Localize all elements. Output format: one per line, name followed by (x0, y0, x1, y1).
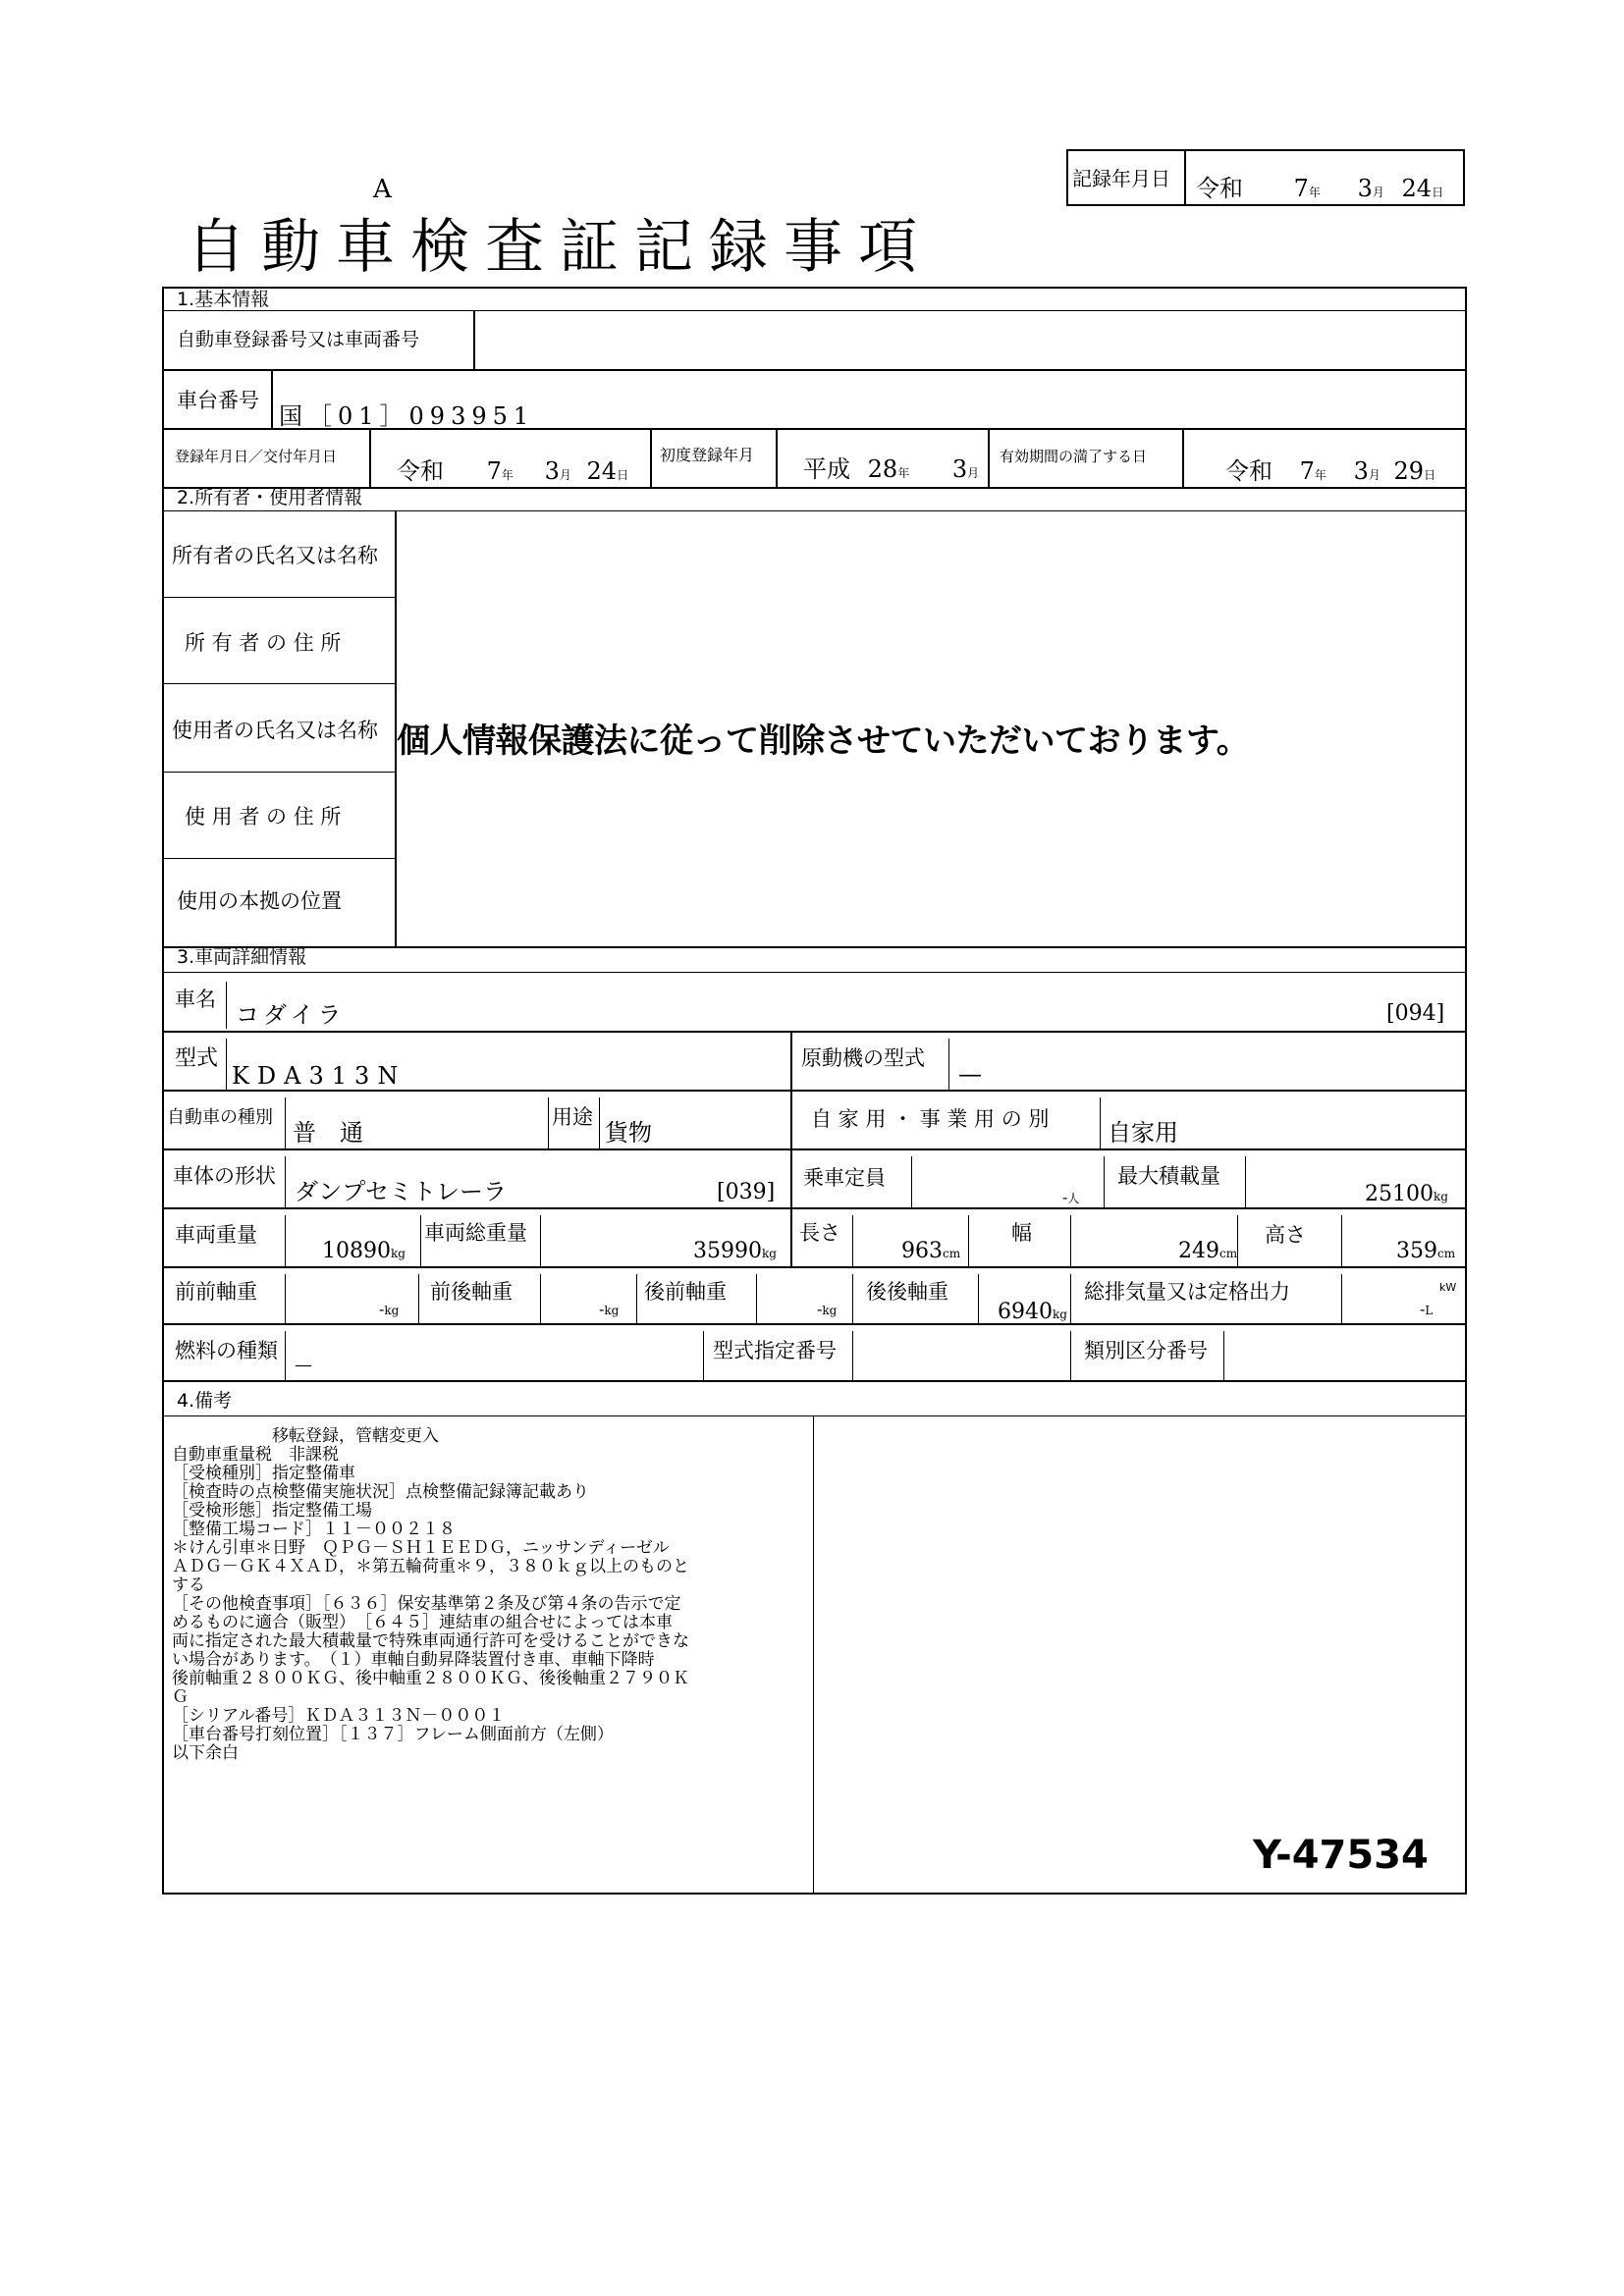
capacity-label: 乗車定員 (803, 1166, 886, 1190)
use-value: 貨物 (605, 1119, 652, 1147)
ff-axle-label: 前前軸重 (175, 1280, 257, 1304)
max-load-value: 25100kg (1365, 1182, 1448, 1206)
chassis-number-label: 車台番号 (177, 389, 259, 412)
body-shape-code: [039] (717, 1180, 776, 1204)
remark-line: ［検査時の点検整備実施状況］点検整備記録簿記載あり (172, 1482, 589, 1502)
capacity-value: -人 (1062, 1188, 1080, 1206)
owner-address-label: 所 有 者 の 住 所 (185, 631, 342, 655)
use-label: 用途 (552, 1105, 593, 1129)
remark-line: ＊けん引車＊日野 ＱＰＧ－ＳＨ１ＥＥＤＧ，ニッサンディーゼル (172, 1538, 670, 1558)
width-label: 幅 (1011, 1221, 1032, 1245)
rf-axle-label: 後前軸重 (644, 1280, 727, 1304)
remark-line: ［受検種別］指定整備車 (172, 1464, 355, 1483)
displacement-label: 総排気量又は定格出力 (1084, 1280, 1290, 1304)
remark-line: 両に指定された最大積載量で特殊車両通行許可を受けることができな (172, 1631, 689, 1651)
section3-heading: 3.車両詳細情報 (177, 946, 307, 968)
remark-line: Ｇ (172, 1687, 189, 1707)
reg-number-label: 自動車登録番号又は車両番号 (177, 329, 420, 350)
stamp-code: Y-47534 (1253, 1833, 1429, 1878)
remark-line: 後前軸重２８００ＫＧ、後中軸重２８００ＫＧ、後後軸重２７９０Ｋ (172, 1669, 689, 1688)
category-label: 類別区分番号 (1084, 1339, 1208, 1362)
max-load-label: 最大積載量 (1117, 1164, 1220, 1188)
user-address-label: 使 用 者 の 住 所 (185, 805, 342, 828)
rr-axle-value: 6940kg (998, 1300, 1067, 1324)
remark-line: 移転登録，管轄変更入 (172, 1426, 439, 1446)
remark-line: する (172, 1575, 205, 1595)
remark-line: ［その他検査事項］［６３６］保安基準第２条及び第４条の告示で定 (172, 1594, 681, 1614)
first-reg-value: 平成 28年 3月 (803, 455, 980, 483)
fr-axle-value: -kg (599, 1300, 620, 1318)
private-business-label: 自 家 用 ・ 事 業 用 の 別 (811, 1107, 1050, 1131)
record-date-value: 令和 7年 3月 24日 (1196, 175, 1444, 202)
displacement-value: -L (1420, 1300, 1434, 1318)
weight-value: 10890kg (322, 1239, 406, 1263)
header-mark: A (373, 175, 392, 204)
remark-line: ［シリアル番号］ＫＤＡ３１３Ｎ－０００１ (172, 1706, 506, 1726)
document-title: 自動車検査証記録事項 (187, 213, 933, 282)
reg-date-value: 令和 7年 3月 24日 (397, 457, 629, 485)
body-shape-label: 車体の形状 (173, 1164, 276, 1188)
expiry-value: 令和 7年 3月 29日 (1225, 457, 1436, 485)
fr-axle-label: 前後軸重 (430, 1280, 513, 1304)
body-shape-value: ダンプセミトレーラ (295, 1178, 507, 1205)
expiry-label: 有効期間の満了する日 (1000, 448, 1148, 465)
gross-weight-value: 35990kg (693, 1239, 777, 1263)
type-designation-label: 型式指定番号 (713, 1339, 837, 1362)
rr-axle-label: 後後軸重 (866, 1280, 948, 1304)
height-label: 高さ (1265, 1223, 1306, 1247)
vehicle-class-value: 普 通 (293, 1119, 363, 1147)
remark-line: ［整備工場コード］１１－００２１８ (172, 1520, 456, 1539)
vehicle-class-label: 自動車の種別 (167, 1107, 273, 1128)
user-name-label: 使用者の氏名又は名称 (172, 719, 378, 742)
section1-heading: 1.基本情報 (177, 289, 270, 310)
remark-line: い場合があります。 （１）車軸自動昇降装置付き車、車軸下降時 (172, 1650, 655, 1670)
record-date-label: 記録年月日 (1072, 167, 1170, 190)
model-label: 型式 (175, 1046, 219, 1071)
model-value: KDA313N (232, 1062, 406, 1090)
section2-heading: 2.所有者・使用者情報 (177, 487, 363, 508)
remark-line: 以下余白 (172, 1743, 239, 1763)
displacement-unit-kw: kW (1439, 1281, 1457, 1294)
ff-axle-value: -kg (379, 1300, 400, 1318)
height-value: 359cm (1396, 1239, 1456, 1263)
fuel-label: 燃料の種類 (175, 1339, 278, 1362)
make-code: [094] (1386, 1001, 1445, 1026)
rf-axle-value: -kg (817, 1300, 838, 1318)
width-value: 249cm (1178, 1239, 1238, 1263)
remark-line: ［受検形態］指定整備工場 (172, 1501, 372, 1521)
length-label: 長さ (799, 1221, 840, 1245)
first-reg-label: 初度登録年月 (660, 446, 755, 464)
remark-line: ［車台番号打刻位置］［１３７］フレーム側面前方（左側） (172, 1725, 614, 1744)
fuel-value: — (295, 1355, 312, 1375)
engine-model-value: — (958, 1060, 982, 1088)
reg-date-label: 登録年月日／交付年月日 (175, 448, 338, 465)
make-value: コダイラ (236, 1001, 346, 1029)
remark-line: 自動車重量税 非課税 (172, 1445, 339, 1465)
make-label: 車名 (175, 988, 216, 1011)
chassis-number-value: 国［01］093951 (279, 402, 535, 430)
length-value: 963cm (901, 1239, 961, 1263)
remark-line: ＡＤＧ－ＧＫ４ＸＡＤ，＊第五輪荷重＊９，３８０ｋｇ以上のものと (172, 1557, 689, 1576)
private-business-value: 自家用 (1108, 1119, 1178, 1147)
gross-weight-label: 車両総重量 (424, 1221, 527, 1245)
section4-heading: 4.備考 (177, 1390, 233, 1412)
weight-label: 車両重量 (175, 1223, 257, 1247)
owner-name-label: 所有者の氏名又は名称 (172, 544, 378, 567)
remark-line: めるものに適合（販型） ［６４５］連結車の組合せによっては本車 (172, 1613, 673, 1632)
privacy-notice: 個人情報保護法に従って削除させていただいております。 (397, 721, 1250, 761)
engine-model-label: 原動機の型式 (801, 1046, 925, 1070)
base-location-label: 使用の本拠の位置 (177, 889, 342, 913)
